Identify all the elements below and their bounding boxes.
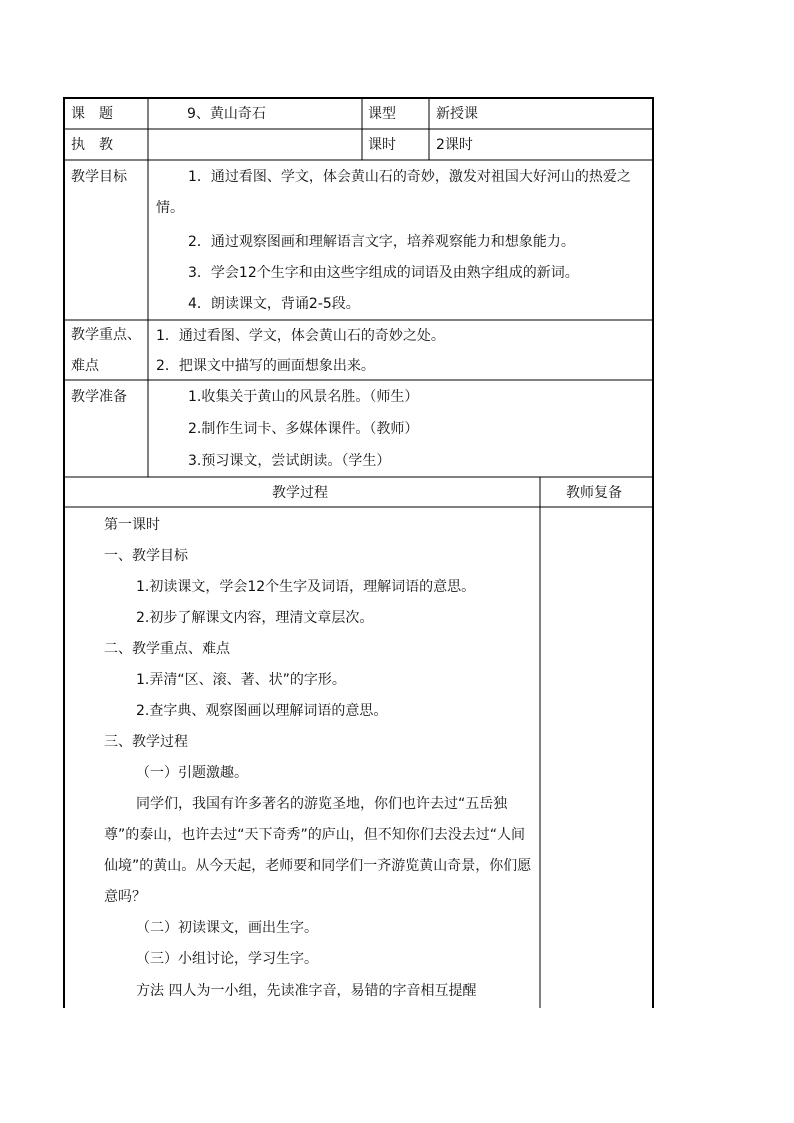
section-heading: 三、教学过程	[104, 734, 188, 750]
goal-item: 2．通过观察图画和理解语言文字，培养观察能力和想象能力。	[188, 234, 575, 250]
hours-value: 2课时	[436, 137, 473, 153]
title-value: 9、黄山奇石	[187, 106, 266, 122]
lesson-title: 第一课时	[104, 517, 160, 533]
goal-item: 1．通过看图、学文，体会黄山石的奇妙，激发对祖国大好河山的热爱之情。	[156, 169, 631, 216]
key-points-label: 教学重点、难点	[71, 327, 141, 374]
section-item: 1.弄清“区、滚、著、状”的字形。	[136, 672, 346, 688]
process-step: （二）初读课文，画出生字。	[136, 920, 318, 936]
key-point-item: 2．把课文中描写的画面想象出来。	[156, 358, 375, 374]
section-heading: 二、教学重点、难点	[104, 641, 230, 657]
preparation-item: 2.制作生词卡、多媒体课件。（教师）	[188, 421, 419, 437]
hours-label: 课时	[368, 137, 396, 153]
goal-item: 4．朗读课文，背诵2-5段。	[188, 296, 360, 312]
title-label: 课 题	[71, 106, 113, 122]
section-heading: 一、教学目标	[104, 548, 188, 564]
method-text: 方法 四人为一小组，先读准字音，易错的字音相互提醒	[136, 983, 477, 999]
process-step: （三）小组讨论，学习生字。	[136, 951, 318, 967]
intro-paragraph: 同学们，我国有许多著名的游览圣地，你们也许去过“五岳独尊”的泰山，也许去过“天下奇秀”的庐山，但不知你们去没去过“人间仙境”的黄山。从今天起，老师要和同学们一齐游览黄山奇景，你们愿意吗？	[104, 796, 532, 905]
key-point-item: 1．通过看图、学文，体会黄山石的奇妙之处。	[156, 328, 445, 344]
preparation-item: 1.收集关于黄山的风景名胜。（师生）	[188, 389, 419, 405]
process-header: 教学过程	[272, 485, 328, 501]
preparation-item: 3.预习课文，尝试朗读。（学生）	[188, 453, 391, 469]
preparation-label: 教学准备	[71, 389, 127, 405]
process-step: （一）引题激趣。	[136, 765, 248, 781]
teacher-label: 执 教	[71, 137, 113, 153]
goals-label: 教学目标	[71, 169, 127, 185]
section-item: 2.初步了解课文内容，理清文章层次。	[136, 610, 374, 626]
section-item: 1.初读课文，学会12个生字及词语，理解词语的意思。	[136, 579, 476, 595]
type-label: 课型	[368, 106, 396, 122]
notes-header: 教师复备	[566, 485, 622, 501]
type-value: 新授课	[436, 106, 478, 122]
goal-item: 3．学会12个生字和由这些字组成的词语及由熟字组成的新词。	[188, 265, 579, 281]
section-item: 2.查字典、观察图画以理解词语的意思。	[136, 703, 388, 719]
